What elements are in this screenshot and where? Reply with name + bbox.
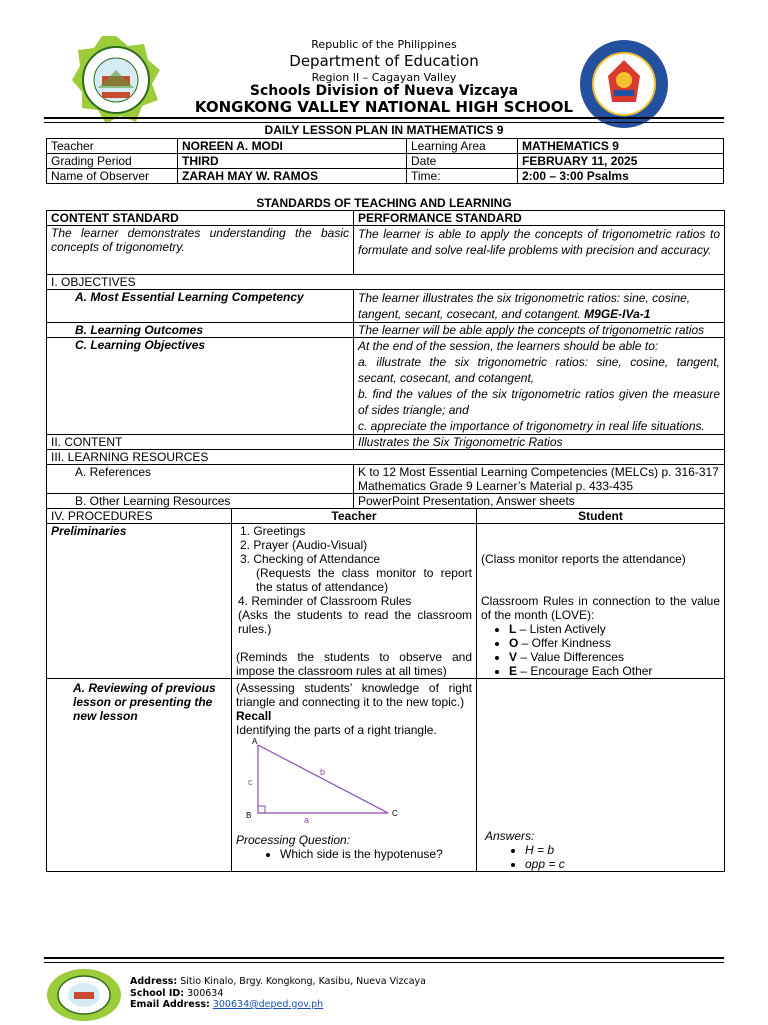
content-standard-head: CONTENT STANDARD [47,211,354,226]
love-rules-list [481,622,720,678]
processing-question-item: • Which side is the hypotenuse? [280,847,472,861]
melc-label: A. Most Essential Learning Competency [47,290,354,323]
footer-address: Address: Sitio Kinalo, Brgy. Kongkong, Kasibu, Nueva Vizcaya [130,976,426,987]
processing-question-label: Processing Question: [236,833,351,847]
period-value: THIRD [178,154,407,169]
vertex-c-label: C [392,809,398,818]
footer-email: Email Address: 300634@deped.gov.ph [130,999,324,1010]
resources-head: III. LEARNING RESOURCES [47,450,725,465]
date-label: Date [407,154,518,169]
references-text [354,465,725,494]
review-teacher [232,679,477,872]
area-label: Learning Area [407,139,518,154]
standards-title: STANDARDS OF TEACHING AND LEARNING [256,196,512,210]
love-rules-intro: Classroom Rules in connection to the value of the month (LOVE): [481,594,720,622]
division-line: Schools Division of Nueva Vizcaya [249,83,519,99]
melc-code: M9GE-IVa-1 [584,307,651,321]
prayer-item: 2. Prayer (Audio-Visual) [240,538,368,552]
side-c-label: c [248,777,253,787]
rule-item: • E – Encourage Each Other [509,664,720,678]
answer-item: • opp = c [525,857,720,871]
student-column-head: Student [477,509,725,524]
recall-heading: Recall [236,709,272,723]
attendance-item: 3. Checking of Attendance [240,552,381,566]
performance-standard-text: The learner is able to apply the concepts of trigonometric ratios to formulate and solve real-life problems with precision and accuracy. [354,226,725,275]
learning-objectives-text [354,338,725,435]
rule-item: • L – Listen Actively [509,622,720,636]
review-note: (Assessing students’ knowledge of right triangle and connecting it to the new topic.) [236,681,472,709]
time-value: 2:00 – 3:00 Psalms [518,169,724,184]
outcomes-label: B. Learning Outcomes [47,323,354,338]
teacher-value: NOREEN A. MODI [178,139,407,154]
region-line: Region II – Cagayan Valley [311,71,457,84]
greetings-item: 1. Greetings [240,524,306,538]
other-resources-label: B. Other Learning Resources [47,494,354,509]
lesson-plan-title: DAILY LESSON PLAN IN MATHEMATICS 9 [264,123,504,137]
rules-note: (Asks the students to read the classroom rules.) [238,608,472,636]
department-line: Department of Education [289,52,479,70]
footer-rule [44,957,724,963]
date-value: FEBRUARY 11, 2025 [518,154,724,169]
footer-seal [46,968,122,1022]
period-label: Grading Period [47,154,178,169]
rule-item: • V – Value Differences [509,650,720,664]
review-student [477,679,725,872]
answers-list [481,843,720,871]
processing-question-list [236,847,472,861]
side-b-label: b [320,767,326,777]
lo-c: c. appreciate the importance of trigonometry in real life situations. [358,419,705,433]
preliminaries-label: Preliminaries [47,524,232,679]
preliminaries-teacher [232,524,477,679]
observer-label: Name of Observer [47,169,178,184]
procedures-head: IV. PROCEDURES [47,509,232,524]
content-value: Illustrates the Six Trigonometric Ratios [354,435,725,450]
content-standard-text: The learner demonstrates understanding the basic concepts of trigonometry. [47,226,354,275]
melc-text: The learner illustrates the six trigonometric ratios: sine, cosine, tangent, secant, cosecant, and cotangent. M9GE-IVa-1 [354,290,725,323]
reference-2: Mathematics Grade 9 Learner’s Material p. 433-435 [358,479,634,493]
email-link[interactable]: 300634@deped.gov.ph [212,999,324,1010]
area-value: MATHEMATICS 9 [518,139,724,154]
recall-instruction: Identifying the parts of a right triangle. [236,723,437,737]
content-head: II. CONTENT [47,435,354,450]
vertex-b-label: B [246,811,252,820]
references-label: A. References [47,465,354,494]
answers-label: Answers: [485,829,535,843]
footer-school-id: School ID: 300634 [130,988,224,999]
rule-item: • O – Offer Kindness [509,636,720,650]
attendance-response: (Class monitor reports the attendance) [481,552,686,566]
reminder-note: (Reminds the students to observe and impose the classroom rules at all times) [236,650,472,678]
lo-a: a. illustrate the six trigonometric ratios: sine, cosine, tangent, secant, cosecant, and cotangent, [358,355,720,385]
lo-intro: At the end of the session, the learners should be able to: [358,339,659,353]
republic-line: Republic of the Philippines [311,38,457,51]
other-resources-text: PowerPoint Presentation, Answer sheets [354,494,725,509]
time-label: Time: [407,169,518,184]
right-triangle-figure [236,737,472,825]
rules-item: 4. Reminder of Classroom Rules [238,594,412,608]
observer-value: ZARAH MAY W. RAMOS [178,169,407,184]
preliminaries-student [477,524,725,679]
school-name: KONGKONG VALLEY NATIONAL HIGH SCHOOL [194,98,574,116]
learning-objectives-label: C. Learning Objectives [47,338,354,435]
teacher-label: Teacher [47,139,178,154]
performance-standard-head: PERFORMANCE STANDARD [354,211,725,226]
vertex-a-label: A [252,737,258,746]
objectives-head: I. OBJECTIVES [47,275,725,290]
answer-item: • H = b [525,843,720,857]
side-a-label: a [304,815,310,825]
outcomes-text: The learner will be able apply the concepts of trigonometric ratios [354,323,725,338]
teacher-column-head: Teacher [232,509,477,524]
review-label: A. Reviewing of previous lesson or presenting the new lesson [47,679,232,872]
attendance-note: (Requests the class monitor to report the status of attendance) [256,566,472,594]
main-table [46,210,725,872]
lo-b: b. find the values of the six trigonometric ratios given the measure of sides triangle; and [358,387,720,417]
reference-1: K to 12 Most Essential Learning Competencies (MELCs) p. 316-317 [358,465,719,479]
info-table [46,138,724,184]
